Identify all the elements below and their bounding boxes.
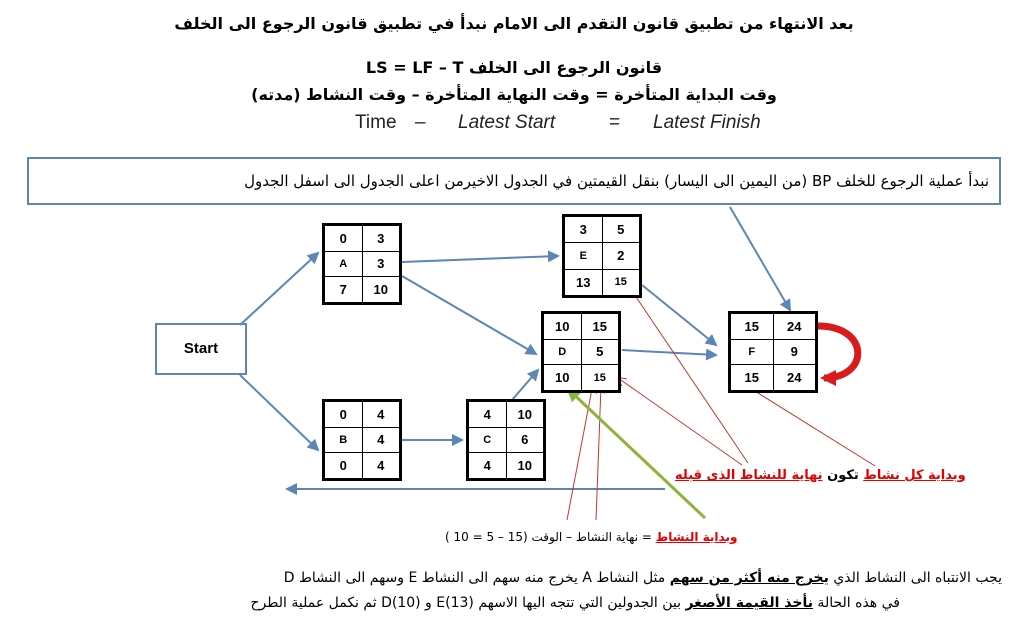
activity-node-c [466, 399, 546, 481]
annot-arrow-d-lf [596, 386, 601, 520]
node-d-name: D [544, 339, 582, 365]
node-e-name: E [565, 243, 603, 269]
note1-part1: وبداية كل نشاط [863, 468, 966, 483]
heading-line-1: بعد الانتهاء من تطبيق قانون التقدم الى الامام نبدأ في تطبيق قانون الرجوع الى الخلف [174, 14, 854, 33]
node-f-name: F [731, 339, 774, 365]
arrow-a-e [402, 256, 558, 262]
node-b-duration: 4 [362, 427, 400, 453]
para2-part2: نأخذ القيمة الأصغر [685, 595, 813, 611]
node-c-duration: 6 [506, 427, 544, 453]
node-c-es: 4 [469, 402, 507, 428]
explanation-line-2 [251, 595, 900, 611]
node-b-name: B [325, 427, 363, 453]
heading-line-3: وقت البداية المتأخرة = وقت النهاية المتأخرة – وقت النشاط (مدته) [251, 85, 777, 104]
node-e-ls: 13 [565, 269, 603, 295]
activity-node-b [322, 399, 402, 481]
node-a-es: 0 [325, 226, 363, 252]
node-e-es: 3 [565, 217, 603, 243]
node-c-lf: 10 [506, 453, 544, 479]
note1-part2: تكون [822, 468, 864, 483]
node-c-name: C [469, 427, 507, 453]
formula-equals: = [609, 112, 621, 133]
arrow-e-f [642, 285, 716, 345]
arrow-banner-f [730, 207, 790, 310]
arrow-a-d [402, 276, 536, 354]
node-b-es: 0 [325, 402, 363, 428]
arrow-d-f [622, 350, 716, 355]
activity-node-a [322, 223, 402, 305]
node-a-ef: 3 [362, 226, 400, 252]
start-node: Start [155, 323, 247, 375]
node-a-duration: 3 [362, 251, 400, 277]
node-f-ef: 24 [773, 314, 816, 340]
node-a-lf: 10 [362, 277, 400, 303]
arrow-c-d [512, 370, 538, 400]
heading-line-2: LS = LF – T قانون الرجوع الى الخلف [365, 58, 663, 77]
arrow-start-b [240, 375, 318, 450]
activity-node-f [728, 311, 818, 393]
annot-arrow-f [742, 383, 875, 466]
node-f-lf: 24 [773, 365, 816, 391]
node-c-ef: 10 [506, 402, 544, 428]
activity-node-d [541, 311, 621, 393]
node-d-ef: 15 [581, 314, 619, 340]
node-e-lf: 15 [602, 269, 640, 295]
node-f-duration: 9 [773, 339, 816, 365]
formula-latest-start: Latest Start [458, 112, 556, 133]
arrow-start-a [240, 253, 318, 325]
formula-latest-finish: Latest Finish [653, 112, 761, 133]
node-b-ef: 4 [362, 402, 400, 428]
activity-node-e [562, 214, 642, 298]
node-e-duration: 2 [602, 243, 640, 269]
node-a-ls: 7 [325, 277, 363, 303]
node-d-es: 10 [544, 314, 582, 340]
node-f-ls: 15 [731, 365, 774, 391]
explanation-line-1 [284, 570, 1002, 586]
annotation-start-calc [445, 530, 737, 544]
para1-part3: مثل النشاط A يخرج منه سهم الى النشاط E وسهم الى النشاط D [283, 570, 670, 586]
node-d-lf: 15 [581, 365, 619, 391]
para1-part1: يجب الانتباه الى النشاط الذي [828, 570, 1002, 586]
note2-part2: = نهاية النشاط – الوقت (15 – 5 = 10 ) [445, 530, 656, 544]
node-f-es: 15 [731, 314, 774, 340]
node-c-ls: 4 [469, 453, 507, 479]
para2-part3: بين الجدولين التي تتجه اليها الاسهم E(13) و D(10) ثم نكمل عملية الطرح [250, 595, 686, 611]
annotation-start-equals-finish [675, 468, 966, 483]
node-b-ls: 0 [325, 453, 363, 479]
green-arrow [568, 389, 705, 518]
node-b-lf: 4 [362, 453, 400, 479]
node-e-ef: 5 [602, 217, 640, 243]
node-a-name: A [325, 251, 363, 277]
para1-part2: يخرج منه أكثر من سهم [669, 570, 829, 586]
note1-part3: نهاية للنشاط الذى قبله [675, 468, 823, 483]
para2-part1: في هذه الحالة [812, 595, 900, 611]
curved-transfer-arrow [818, 326, 858, 378]
formula-minus: – [415, 112, 426, 133]
node-d-ls: 10 [544, 365, 582, 391]
note2-part1: وبداية النشاط [655, 530, 738, 544]
formula-time: Time [355, 112, 397, 133]
instruction-banner: نبدأ عملية الرجوع للخلف BP (من اليمين الى اليسار) بنقل القيمتين في الجدول الاخيرمن اعلى الجدول الى اسفل الجدول [27, 157, 1001, 205]
node-d-duration: 5 [581, 339, 619, 365]
